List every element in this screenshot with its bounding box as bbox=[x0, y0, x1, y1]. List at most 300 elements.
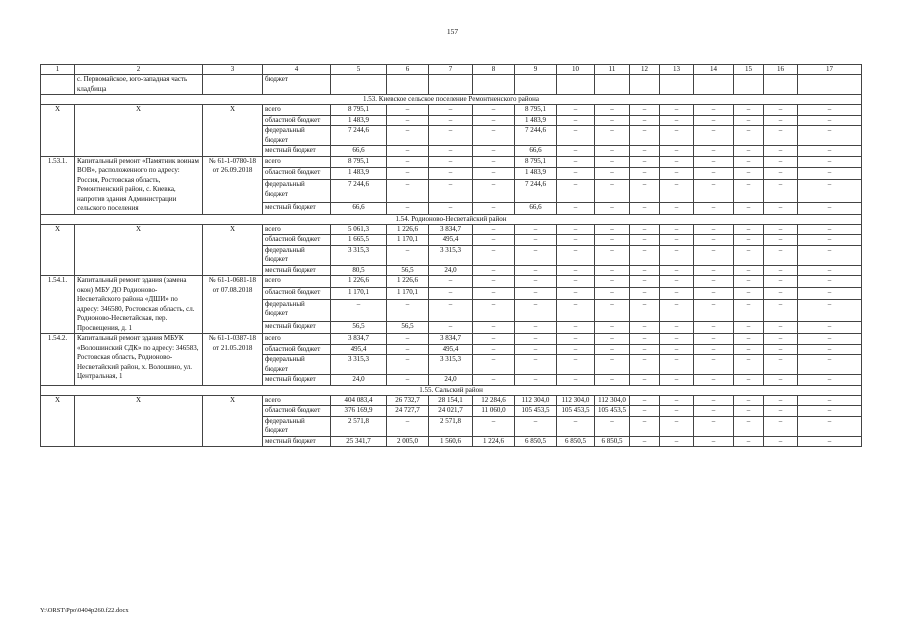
value-cell: – bbox=[660, 126, 694, 146]
value-cell: 3 315,3 bbox=[429, 355, 473, 375]
value-cell: – bbox=[660, 406, 694, 417]
value-cell: 1 483,9 bbox=[331, 168, 387, 180]
budget-type-cell: областной бюджет bbox=[263, 406, 331, 417]
value-cell: – bbox=[798, 334, 862, 345]
value-cell: – bbox=[798, 375, 862, 386]
value-cell: – bbox=[515, 375, 557, 386]
value-cell: – bbox=[798, 156, 862, 168]
value-cell: – bbox=[630, 375, 660, 386]
object-name-cell: Х bbox=[75, 105, 203, 157]
value-cell: – bbox=[798, 287, 862, 299]
value-cell: – bbox=[798, 276, 862, 288]
budget-type-cell: местный бюджет bbox=[263, 146, 331, 157]
value-cell: – bbox=[660, 265, 694, 276]
budget-type-cell: местный бюджет bbox=[263, 202, 331, 214]
value-cell: – bbox=[630, 168, 660, 180]
table-row bbox=[41, 156, 862, 168]
value-cell: 1 226,6 bbox=[387, 224, 429, 235]
value-cell: – bbox=[764, 436, 798, 447]
value-cell: – bbox=[764, 180, 798, 203]
section-row bbox=[41, 95, 862, 105]
value-cell: 6 850,5 bbox=[595, 436, 630, 447]
value-cell: – bbox=[473, 334, 515, 345]
value-cell: – bbox=[764, 299, 798, 322]
value-cell: – bbox=[764, 416, 798, 436]
value-cell: – bbox=[630, 436, 660, 447]
item-number-cell: Х bbox=[41, 224, 75, 276]
value-cell: – bbox=[515, 416, 557, 436]
value-cell: – bbox=[557, 322, 595, 334]
value-cell: – bbox=[798, 126, 862, 146]
value-cell: 26 732,7 bbox=[387, 395, 429, 406]
value-cell: – bbox=[734, 126, 764, 146]
value-cell: 1 226,6 bbox=[331, 276, 387, 288]
value-cell: – bbox=[694, 245, 734, 265]
value-cell: – bbox=[734, 344, 764, 355]
value-cell: 1 170,1 bbox=[331, 287, 387, 299]
value-cell: – bbox=[429, 156, 473, 168]
value-cell: – bbox=[630, 406, 660, 417]
value-cell: 1 170,1 bbox=[387, 287, 429, 299]
value-cell: – bbox=[694, 180, 734, 203]
value-cell: – bbox=[734, 406, 764, 417]
value-cell: 112 304,0 bbox=[595, 395, 630, 406]
value-cell: – bbox=[798, 395, 862, 406]
value-cell: – bbox=[473, 115, 515, 126]
value-cell: – bbox=[660, 105, 694, 116]
value-cell: 25 341,7 bbox=[331, 436, 387, 447]
column-number-row bbox=[41, 65, 862, 75]
value-cell: – bbox=[630, 299, 660, 322]
value-cell: – bbox=[734, 287, 764, 299]
value-cell: – bbox=[764, 406, 798, 417]
value-cell: – bbox=[630, 202, 660, 214]
value-cell: 56,5 bbox=[387, 322, 429, 334]
value-cell: – bbox=[660, 180, 694, 203]
value-cell: 1 560,6 bbox=[429, 436, 473, 447]
value-cell: – bbox=[387, 355, 429, 375]
value-cell: – bbox=[473, 224, 515, 235]
value-cell: – bbox=[694, 126, 734, 146]
value-cell: – bbox=[734, 245, 764, 265]
section-title: 1.54. Родионово-Несветайский район bbox=[41, 214, 862, 224]
value-cell: 3 315,3 bbox=[331, 355, 387, 375]
table-row bbox=[41, 334, 862, 345]
budget-type-cell: всего bbox=[263, 276, 331, 288]
value-cell: 66,6 bbox=[515, 146, 557, 157]
value-cell: – bbox=[734, 276, 764, 288]
value-cell: 105 453,5 bbox=[595, 406, 630, 417]
section-title: 1.55. Сальский район bbox=[41, 385, 862, 395]
budget-type-cell: федеральный бюджет bbox=[263, 126, 331, 146]
project-document-cell: № 61-1-0780-18 от 26.09.2018 bbox=[203, 156, 263, 214]
value-cell: 404 083,4 bbox=[331, 395, 387, 406]
column-number: 11 bbox=[595, 65, 630, 75]
column-number: 8 bbox=[473, 65, 515, 75]
value-cell: – bbox=[473, 146, 515, 157]
value-cell: – bbox=[764, 334, 798, 345]
value-cell: – bbox=[734, 115, 764, 126]
budget-type-cell: всего bbox=[263, 105, 331, 116]
value-cell: 1 226,6 bbox=[387, 276, 429, 288]
value-cell: – bbox=[473, 287, 515, 299]
value-cell: – bbox=[694, 287, 734, 299]
value-cell: – bbox=[798, 355, 862, 375]
value-cell: – bbox=[515, 299, 557, 322]
value-cell: 376 169,9 bbox=[331, 406, 387, 417]
value-cell: – bbox=[660, 156, 694, 168]
value-cell: – bbox=[798, 235, 862, 246]
budget-type-cell: федеральный бюджет bbox=[263, 416, 331, 436]
value-cell: – bbox=[595, 265, 630, 276]
value-cell: 1 483,9 bbox=[331, 115, 387, 126]
value-cell: – bbox=[387, 299, 429, 322]
value-cell: – bbox=[694, 146, 734, 157]
value-cell: – bbox=[630, 245, 660, 265]
value-cell: – bbox=[557, 334, 595, 345]
value-cell: 8 795,1 bbox=[331, 105, 387, 116]
value-cell: – bbox=[473, 265, 515, 276]
value-cell: – bbox=[734, 202, 764, 214]
item-number-cell: 1.54.2. bbox=[41, 334, 75, 386]
value-cell: – bbox=[429, 276, 473, 288]
value-cell: – bbox=[694, 115, 734, 126]
value-cell: – bbox=[557, 168, 595, 180]
value-cell: – bbox=[429, 202, 473, 214]
value-cell: – bbox=[660, 436, 694, 447]
value-cell: – bbox=[515, 355, 557, 375]
value-cell: – bbox=[557, 265, 595, 276]
value-cell: – bbox=[798, 202, 862, 214]
budget-type-cell: местный бюджет bbox=[263, 322, 331, 334]
value-cell: – bbox=[798, 416, 862, 436]
value-cell: 6 850,5 bbox=[557, 436, 595, 447]
value-cell: – bbox=[660, 299, 694, 322]
value-cell: – bbox=[694, 224, 734, 235]
value-cell: 112 304,0 bbox=[515, 395, 557, 406]
budget-type-cell: всего bbox=[263, 156, 331, 168]
value-cell: – bbox=[557, 202, 595, 214]
budget-type-cell: всего bbox=[263, 395, 331, 406]
column-number: 6 bbox=[387, 65, 429, 75]
value-cell: – bbox=[515, 322, 557, 334]
value-cell: – bbox=[595, 235, 630, 246]
value-cell: – bbox=[515, 334, 557, 345]
value-cell: 1 483,9 bbox=[515, 115, 557, 126]
value-cell: – bbox=[660, 146, 694, 157]
column-number: 16 bbox=[764, 65, 798, 75]
value-cell: – bbox=[694, 395, 734, 406]
value-cell: – bbox=[734, 224, 764, 235]
value-cell: – bbox=[630, 105, 660, 116]
value-cell: 1 170,1 bbox=[387, 235, 429, 246]
value-cell: – bbox=[660, 168, 694, 180]
page-number: 157 bbox=[446, 27, 459, 36]
value-cell: – bbox=[387, 126, 429, 146]
budget-type-cell: федеральный бюджет bbox=[263, 180, 331, 203]
value-cell: – bbox=[473, 322, 515, 334]
value-cell: – bbox=[630, 265, 660, 276]
value-cell: – bbox=[694, 202, 734, 214]
value-cell: – bbox=[557, 115, 595, 126]
value-cell: – bbox=[798, 322, 862, 334]
column-number: 15 bbox=[734, 65, 764, 75]
value-cell: – bbox=[387, 146, 429, 157]
value-cell: – bbox=[515, 235, 557, 246]
value-cell: – bbox=[630, 126, 660, 146]
value-cell: – bbox=[798, 406, 862, 417]
value-cell: – bbox=[734, 299, 764, 322]
value-cell: – bbox=[557, 224, 595, 235]
project-document-cell: Х bbox=[203, 395, 263, 447]
item-number-cell: Х bbox=[41, 395, 75, 447]
value-cell: – bbox=[694, 416, 734, 436]
value-cell: – bbox=[429, 168, 473, 180]
value-cell: – bbox=[764, 168, 798, 180]
project-document-cell: Х bbox=[203, 105, 263, 157]
value-cell: – bbox=[557, 146, 595, 157]
value-cell: – bbox=[387, 168, 429, 180]
value-cell: – bbox=[387, 180, 429, 203]
value-cell: – bbox=[595, 224, 630, 235]
item-number-cell: 1.54.1. bbox=[41, 276, 75, 334]
value-cell: – bbox=[694, 168, 734, 180]
value-cell: – bbox=[473, 375, 515, 386]
value-cell: – bbox=[473, 355, 515, 375]
value-cell: – bbox=[387, 115, 429, 126]
value-cell: – bbox=[595, 180, 630, 203]
value-cell: – bbox=[660, 322, 694, 334]
value-cell: – bbox=[331, 299, 387, 322]
budget-type-cell: бюджет bbox=[263, 75, 331, 95]
column-number: 14 bbox=[694, 65, 734, 75]
budget-type-cell: федеральный бюджет bbox=[263, 245, 331, 265]
value-cell: – bbox=[764, 105, 798, 116]
value-cell: 3 315,3 bbox=[429, 245, 473, 265]
value-cell: 56,5 bbox=[387, 265, 429, 276]
value-cell: – bbox=[694, 276, 734, 288]
value-cell: – bbox=[694, 375, 734, 386]
object-name-cell: Х bbox=[75, 395, 203, 447]
column-number: 7 bbox=[429, 65, 473, 75]
value-cell: – bbox=[387, 202, 429, 214]
value-cell: 3 315,3 bbox=[331, 245, 387, 265]
column-number: 17 bbox=[798, 65, 862, 75]
value-cell: – bbox=[557, 299, 595, 322]
value-cell: – bbox=[798, 245, 862, 265]
column-number: 1 bbox=[41, 65, 75, 75]
value-cell: – bbox=[595, 322, 630, 334]
value-cell: – bbox=[764, 115, 798, 126]
value-cell: – bbox=[798, 436, 862, 447]
value-cell: – bbox=[630, 344, 660, 355]
budget-type-cell: областной бюджет bbox=[263, 168, 331, 180]
value-cell: – bbox=[473, 276, 515, 288]
column-number: 5 bbox=[331, 65, 387, 75]
section-title: 1.53. Киевское сельское поселение Ремонтненского района bbox=[41, 95, 862, 105]
value-cell: – bbox=[630, 355, 660, 375]
value-cell: – bbox=[473, 299, 515, 322]
value-cell: 495,4 bbox=[429, 344, 473, 355]
value-cell: – bbox=[387, 105, 429, 116]
value-cell: – bbox=[764, 245, 798, 265]
value-cell: 24 727,7 bbox=[387, 406, 429, 417]
financing-table bbox=[40, 64, 862, 447]
value-cell: – bbox=[595, 156, 630, 168]
value-cell: – bbox=[660, 245, 694, 265]
budget-type-cell: местный бюджет bbox=[263, 436, 331, 447]
value-cell: 1 483,9 bbox=[515, 168, 557, 180]
value-cell: 3 834,7 bbox=[429, 224, 473, 235]
value-cell: – bbox=[557, 245, 595, 265]
budget-type-cell: всего bbox=[263, 334, 331, 345]
value-cell: – bbox=[694, 406, 734, 417]
budget-type-cell: местный бюджет bbox=[263, 375, 331, 386]
project-document-cell: № 61-1-0681-18 от 07.08.2018 bbox=[203, 276, 263, 334]
value-cell: – bbox=[429, 322, 473, 334]
value-cell: – bbox=[473, 126, 515, 146]
value-cell: – bbox=[660, 344, 694, 355]
value-cell: – bbox=[557, 344, 595, 355]
section-row bbox=[41, 385, 862, 395]
value-cell: 66,6 bbox=[331, 146, 387, 157]
value-cell: – bbox=[473, 416, 515, 436]
value-cell: 8 795,1 bbox=[515, 105, 557, 116]
object-name-cell: Капитальный ремонт «Памятник воинам ВОВ», расположенного по адресу: Россия, Ростовская область, Ремонтненский район, с. Киевка, напротив здания Администрации сельского поселения bbox=[75, 156, 203, 214]
value-cell: 24,0 bbox=[429, 375, 473, 386]
value-cell: – bbox=[764, 355, 798, 375]
value-cell: 105 453,5 bbox=[557, 406, 595, 417]
value-cell: – bbox=[515, 245, 557, 265]
value-cell: – bbox=[557, 287, 595, 299]
value-cell: – bbox=[660, 202, 694, 214]
value-cell: – bbox=[764, 265, 798, 276]
value-cell: – bbox=[734, 146, 764, 157]
value-cell: – bbox=[557, 156, 595, 168]
value-cell: – bbox=[387, 375, 429, 386]
value-cell: – bbox=[429, 146, 473, 157]
value-cell: – bbox=[630, 276, 660, 288]
value-cell: – bbox=[660, 355, 694, 375]
project-document-cell: № 61-1-0387-18 от 21.05.2018 bbox=[203, 334, 263, 386]
value-cell: – bbox=[764, 344, 798, 355]
value-cell: – bbox=[595, 115, 630, 126]
value-cell: – bbox=[734, 322, 764, 334]
value-cell: – bbox=[557, 105, 595, 116]
table-row bbox=[41, 105, 862, 116]
value-cell: – bbox=[630, 156, 660, 168]
value-cell: – bbox=[798, 115, 862, 126]
budget-type-cell: всего bbox=[263, 224, 331, 235]
column-number: 10 bbox=[557, 65, 595, 75]
value-cell: – bbox=[798, 344, 862, 355]
value-cell: – bbox=[515, 287, 557, 299]
value-cell: 28 154,1 bbox=[429, 395, 473, 406]
column-number: 4 bbox=[263, 65, 331, 75]
value-cell: – bbox=[660, 395, 694, 406]
value-cell: – bbox=[429, 105, 473, 116]
value-cell: – bbox=[473, 156, 515, 168]
object-name-cell: Капитальный ремонт здания МБУК «Волошинский СДК» по адресу: 346583, Ростовская область, Родионово-Несветайский район, х. Волошино, ул. Центральная, 1 bbox=[75, 334, 203, 386]
table-row bbox=[41, 75, 862, 95]
value-cell: – bbox=[595, 245, 630, 265]
value-cell: – bbox=[473, 344, 515, 355]
value-cell: – bbox=[660, 224, 694, 235]
value-cell: – bbox=[557, 235, 595, 246]
value-cell: – bbox=[694, 334, 734, 345]
value-cell: – bbox=[595, 355, 630, 375]
value-cell: – bbox=[734, 265, 764, 276]
footer-file-path: Y:\ORST\Ppo\0404p260.f22.docx bbox=[40, 607, 129, 614]
budget-type-cell: областной бюджет bbox=[263, 344, 331, 355]
value-cell: – bbox=[798, 146, 862, 157]
value-cell: 11 060,0 bbox=[473, 406, 515, 417]
value-cell: – bbox=[515, 265, 557, 276]
value-cell: 7 244,6 bbox=[515, 180, 557, 203]
value-cell: 495,4 bbox=[331, 344, 387, 355]
column-number: 2 bbox=[75, 65, 203, 75]
value-cell: – bbox=[595, 105, 630, 116]
value-cell: – bbox=[734, 235, 764, 246]
value-cell: – bbox=[764, 322, 798, 334]
value-cell: 2 005,0 bbox=[387, 436, 429, 447]
value-cell: – bbox=[387, 156, 429, 168]
value-cell: – bbox=[473, 245, 515, 265]
table-row bbox=[41, 224, 862, 235]
value-cell: – bbox=[764, 126, 798, 146]
value-cell: – bbox=[694, 299, 734, 322]
value-cell: – bbox=[764, 202, 798, 214]
value-cell: – bbox=[473, 180, 515, 203]
value-cell: – bbox=[764, 375, 798, 386]
value-cell: – bbox=[630, 322, 660, 334]
value-cell: – bbox=[734, 355, 764, 375]
value-cell: – bbox=[694, 355, 734, 375]
value-cell: 8 795,1 bbox=[515, 156, 557, 168]
value-cell: – bbox=[734, 105, 764, 116]
value-cell: – bbox=[694, 265, 734, 276]
column-number: 13 bbox=[660, 65, 694, 75]
value-cell: 8 795,1 bbox=[331, 156, 387, 168]
value-cell: – bbox=[557, 180, 595, 203]
value-cell: – bbox=[429, 180, 473, 203]
value-cell: 66,6 bbox=[515, 202, 557, 214]
budget-type-cell: областной бюджет bbox=[263, 235, 331, 246]
value-cell: – bbox=[734, 180, 764, 203]
value-cell: – bbox=[734, 395, 764, 406]
value-cell: – bbox=[595, 416, 630, 436]
object-name-cell: Х bbox=[75, 224, 203, 276]
value-cell: – bbox=[595, 375, 630, 386]
value-cell: – bbox=[595, 168, 630, 180]
value-cell: 80,5 bbox=[331, 265, 387, 276]
budget-type-cell: областной бюджет bbox=[263, 287, 331, 299]
value-cell: 105 453,5 bbox=[515, 406, 557, 417]
value-cell: – bbox=[473, 105, 515, 116]
value-cell: – bbox=[387, 334, 429, 345]
value-cell: – bbox=[387, 416, 429, 436]
value-cell: – bbox=[694, 156, 734, 168]
value-cell: – bbox=[660, 235, 694, 246]
value-cell: – bbox=[694, 235, 734, 246]
value-cell: – bbox=[630, 180, 660, 203]
value-cell: – bbox=[473, 235, 515, 246]
column-number: 12 bbox=[630, 65, 660, 75]
value-cell: 7 244,6 bbox=[331, 180, 387, 203]
value-cell: – bbox=[557, 416, 595, 436]
value-cell: – bbox=[429, 287, 473, 299]
value-cell: – bbox=[557, 126, 595, 146]
